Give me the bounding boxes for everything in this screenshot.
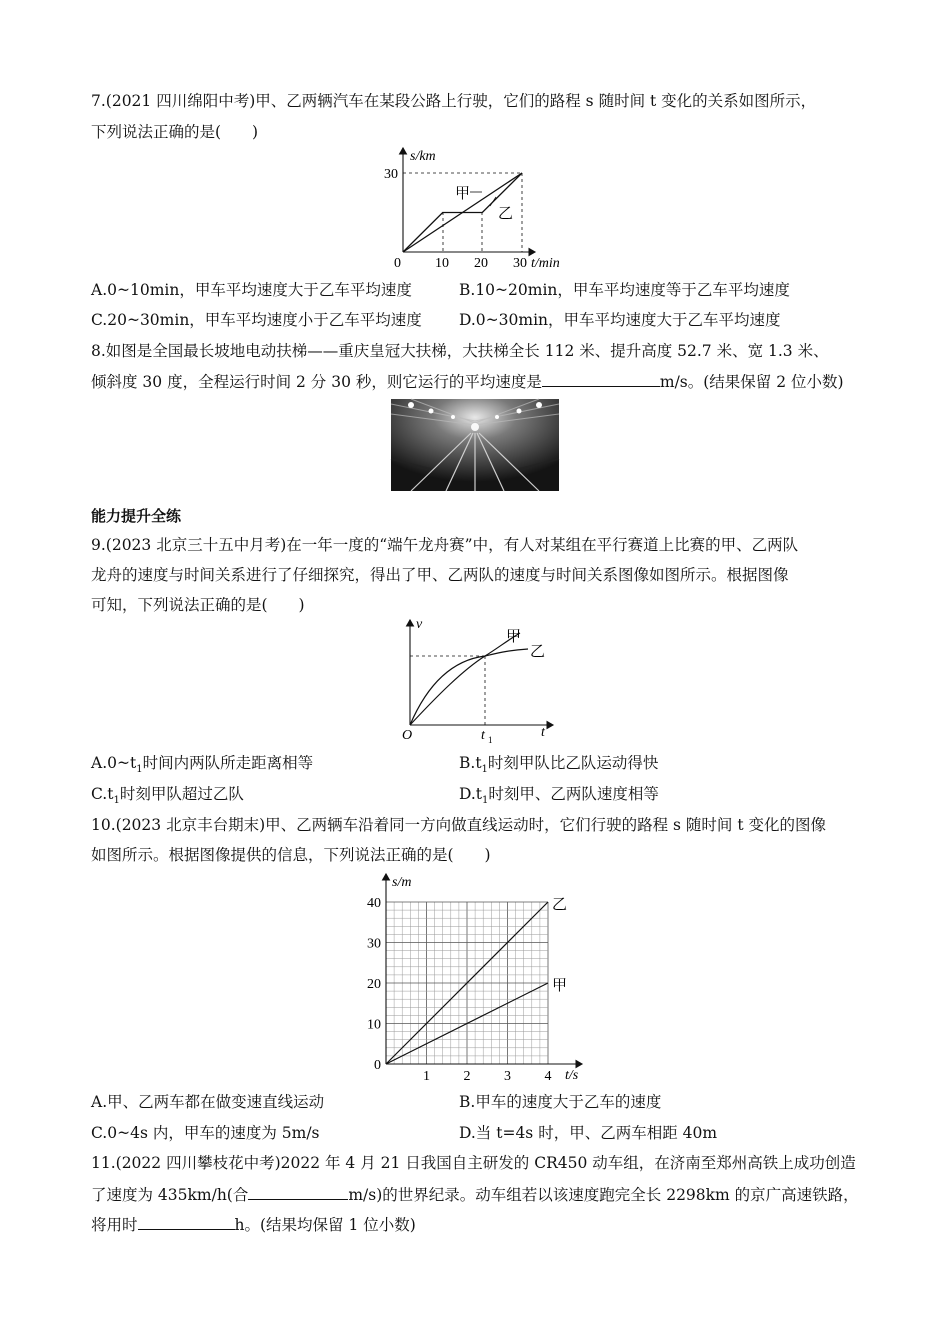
q9-stem-line2: 龙舟的速度与时间关系进行了仔细探究，得出了甲、乙两队的速度与时间关系图像如图所示。根据图像: [91, 566, 789, 584]
q10-y-tick: 20: [367, 977, 381, 992]
q10-graph: [360, 868, 590, 1084]
q10-x-tick: 4: [544, 1069, 552, 1084]
q10-label-yi: 乙: [552, 897, 568, 913]
q10-x-tick: 3: [504, 1069, 511, 1084]
q9-stem-line3: 可知，下列说法正确的是( ): [91, 596, 305, 614]
q7-stem-line1: 7.(2021 四川绵阳中考)甲、乙两辆汽车在某段公路上行驶，它们的路程 s 随时间 t 变化的关系如图所示，: [91, 92, 817, 110]
q10-stem-line2: 如图所示。根据图像提供的信息，下列说法正确的是( ): [91, 846, 491, 864]
q9-stem-line1: 9.(2023 北京三十五中月考)在一年一度的“端午龙舟赛”中，有人对某组在平行赛道上比赛的甲、乙两队: [91, 536, 799, 554]
q9-option-b: $B.t_1$时刻甲队比乙队运动得快: [459, 754, 659, 776]
q10-y-axis-label: s/m: [392, 875, 412, 890]
section-title: 能力提升全练: [91, 507, 182, 525]
q11-stem-line2: 了速度为 435km/h(合 m/s)的世界纪录。动车组若以该速度跑完全长 2298km 的京广高速铁路，: [91, 1183, 859, 1206]
q9-label-yi: 乙: [530, 644, 546, 660]
q7-y-tick-30: 30: [384, 167, 398, 182]
q10-y-tick: 40: [367, 896, 381, 911]
q9-graph: [398, 615, 568, 745]
q9-option-d: $D.t_1$时刻甲、乙两队速度相等: [459, 785, 659, 807]
q9-option-a: $A.0\sim t_1$时间内两队所走距离相等: [91, 754, 314, 776]
q10-label-jia: 甲: [552, 978, 568, 994]
q9-series-yi-line: [410, 649, 528, 725]
q8-stem-line2: 倾斜度 30 度，全程运行时间 2 分 30 秒，则它运行的平均速度是 m/s。(结果保留 2 位小数): [91, 370, 844, 393]
q9-series-jia-line: [410, 633, 520, 725]
q9-x-marker: t: [481, 728, 485, 743]
q9-option-c: $C.t_1$时刻甲队超过乙队: [91, 785, 244, 807]
q10-option-c: C.0~4s 内，甲车的速度为 5m/s: [91, 1124, 320, 1142]
q7-x-tick-10: 10: [435, 256, 449, 271]
q9-label-jia: 甲: [506, 629, 522, 645]
q7-label-yi: 乙: [498, 206, 514, 222]
q10-option-b: B.甲车的速度大于乙车的速度: [459, 1093, 662, 1111]
q7-option-c: C.20~30min，甲车平均速度小于乙车平均速度: [91, 311, 422, 329]
q10-option-a: A.甲、乙两车都在做变速直线运动: [91, 1093, 325, 1111]
q7-graph: [370, 140, 560, 272]
q7-y-axis-label: s/km: [410, 149, 436, 164]
q9-y-axis-label: v: [416, 617, 423, 632]
q8-answer-blank[interactable]: [542, 370, 660, 387]
q7-option-a: A.0~10min，甲车平均速度大于乙车平均速度: [91, 281, 412, 299]
q7-option-b: B.10~20min，甲车平均速度等于乙车平均速度: [459, 281, 790, 299]
q9-origin: O: [402, 728, 413, 743]
q7-option-d: D.0~30min，甲车平均速度大于乙车平均速度: [459, 311, 781, 329]
q7-stem-line2: 下列说法正确的是( ): [91, 123, 259, 141]
q9-x-marker-sub: 1: [488, 735, 493, 745]
q11-answer-blank-h[interactable]: [138, 1213, 235, 1230]
q7-x-tick-20: 20: [474, 256, 488, 271]
q7-origin: 0: [394, 256, 401, 271]
escalator-photo: [391, 399, 559, 491]
q7-x-tick-30: 30: [513, 256, 527, 271]
q10-y-tick: 0: [374, 1058, 381, 1073]
q10-x-tick: 2: [463, 1069, 471, 1084]
q10-x-tick: 1: [423, 1069, 430, 1084]
q7-label-jia: 甲: [455, 186, 471, 202]
q11-stem-line1: 11.(2022 四川攀枝花中考)2022 年 4 月 21 日我国自主研发的 CR450 动车组，在济南至郑州高铁上成功创造: [91, 1154, 856, 1172]
q8-stem-line1: 8.如图是全国最长坡地电动扶梯——重庆皇冠大扶梯，大扶梯全长 112 米、提升高度 52.7 米、宽 1.3 米、: [91, 342, 829, 360]
q10-y-tick: 10: [367, 1017, 381, 1033]
q11-answer-blank-ms[interactable]: [248, 1183, 348, 1200]
q10-stem-line1: 10.(2023 北京丰台期末)甲、乙两辆车沿着同一方向做直线运动时，它们行驶的路程 s 随时间 t 变化的图像: [91, 816, 827, 834]
q10-y-tick: 30: [367, 936, 381, 952]
q10-option-d: D.当 t=4s 时，甲、乙两车相距 40m: [459, 1124, 718, 1142]
q9-x-axis-label: t: [541, 725, 545, 740]
q10-x-axis-label: t/s: [565, 1068, 579, 1083]
q11-stem-line3: 将用时 h。(结果均保留 1 位小数): [91, 1213, 416, 1236]
q7-x-axis-label: t/min: [531, 256, 560, 271]
